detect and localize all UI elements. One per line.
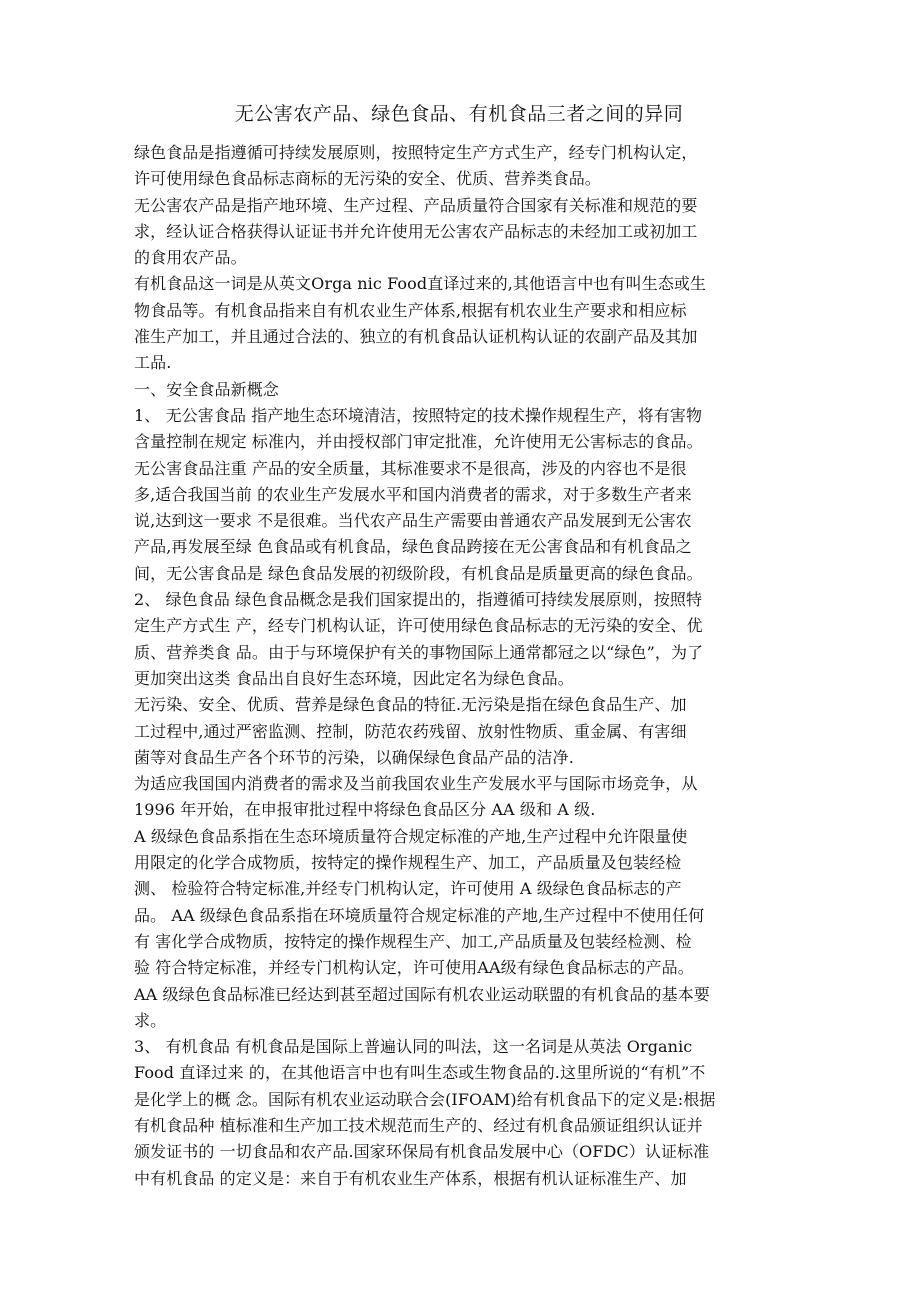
text-line: Food 直译过来 的，在其他语言中也有叫生态或生物食品的.这里所说的“有机”不 bbox=[134, 1063, 706, 1083]
text-line: 间，无公害食品是 绿色食品发展的初级阶段，有机食品是质量更高的绿色食品。 bbox=[134, 563, 703, 583]
text-line: 的食用农产品。 bbox=[134, 248, 247, 268]
text-line: 为适应我国国内消费者的需求及当前我国农业生产发展水平与国际市场竞争，从 bbox=[134, 774, 698, 794]
text-line: 质、营养类食 品。由于与环境保护有关的事物国际上通常都冠之以“绿色”，为了 bbox=[134, 642, 704, 662]
text-line: 工过程中,通过严密监测、控制，防范农药残留、放射性物质、重金属、有害细 bbox=[134, 721, 687, 741]
text-line: A 级绿色食品系指在生态环境质量符合规定标准的产地,生产过程中允许限量使 bbox=[134, 826, 688, 846]
document-body bbox=[134, 140, 794, 1192]
text-line: 求，经认证合格获得认证证书并允许使用无公害农产品标志的未经加工或初加工 bbox=[134, 221, 698, 241]
text-line: 中有机食品 的定义是：来自于有机农业生产体系，根据有机认证标准生产、加 bbox=[134, 1168, 687, 1188]
text-line: 许可使用绿色食品标志商标的无污染的安全、优质、营养类食品。 bbox=[134, 169, 601, 189]
text-line: 菌等对食品生产各个环节的污染，以确保绿色食品产品的洁净. bbox=[134, 747, 574, 767]
text-line: 验 符合特定标准，并经专门机构认定，许可使用AA级有绿色食品标志的产品。 bbox=[134, 958, 694, 978]
text-line: AA 级绿色食品标准已经达到甚至超过国际有机农业运动联盟的有机食品的基本要 bbox=[134, 984, 710, 1004]
text-line: 无污染、安全、优质、营养是绿色食品的特征.无污染是指在绿色食品生产、加 bbox=[134, 695, 687, 715]
document-title: 无公害农产品、绿色食品、有机食品三者之间的异同 bbox=[234, 103, 684, 125]
text-line: 含量控制在规定 标准内，并由授权部门审定批准，允许使用无公害标志的食品。 bbox=[134, 432, 703, 452]
section-heading: 一、安全食品新概念 bbox=[134, 379, 279, 399]
text-line: 更加突出这类 食品出自良好生态环境，因此定名为绿色食品。 bbox=[134, 668, 574, 688]
text-line: 3、 有机食品 有机食品是国际上普遍认同的叫法，这一名词是从英法 Organic bbox=[134, 1037, 693, 1057]
text-line: 定生产方式生 产，经专门机构认证，许可使用绿色食品标志的无污染的安全、优 bbox=[134, 616, 703, 636]
text-line: 绿色食品是指遵循可持续发展原则，按照特定生产方式生产，经专门机构认定， bbox=[134, 143, 698, 162]
text-line: 多,适合我国当前 的农业生产发展水平和国内消费者的需求，对于多数生产者来 bbox=[134, 484, 692, 504]
text-line: 无公害食品注重 产品的安全质量，其标准要求不是很高，涉及的内容也不是很 bbox=[134, 458, 687, 478]
text-line: 有机食品种 植标准和生产加工技术规范而生产的、经过有机食品颁证组织认证并 bbox=[134, 1115, 703, 1135]
text-line: 用限定的化学合成物质，按特定的操作规程生产、加工，产品质量及包装经检 bbox=[134, 853, 682, 873]
text-line: 说,达到这一要求 不是很难。当代农产品生产需要由普通农产品发展到无公害农 bbox=[134, 511, 692, 531]
text-line: 工品. bbox=[134, 353, 172, 373]
text-line: 2、 绿色食品 绿色食品概念是我们国家提出的，指遵循可持续发展原则，按照特 bbox=[134, 590, 703, 610]
text-line: 1、 无公害食品 指产地生态环境清洁，按照特定的技术操作规程生产，将有害物 bbox=[134, 405, 703, 425]
text-line: 测、 检验符合特定标准,并经专门机构认定，许可使用 A 级绿色食品标志的产 bbox=[134, 879, 682, 899]
text-line: 求。 bbox=[134, 1010, 167, 1030]
text-line: 有机食品这一词是从英文Orga nic Food直译过来的,其他语言中也有叫生态或生 bbox=[134, 274, 707, 294]
text-line: 颁发证书的 一切食品和农产品.国家环保局有机食品发展中心（OFDC）认证标准 bbox=[134, 1142, 710, 1162]
text-line: 品。 AA 级绿色食品系指在环境质量符合规定标准的产地,生产过程中不使用任何 bbox=[134, 905, 705, 925]
text-line: 无公害农产品是指产地环境、生产过程、产品质量符合国家有关标准和规范的要 bbox=[134, 195, 698, 215]
text-line: 1996 年开始，在申报审批过程中将绿色食品区分 AA 级和 A 级. bbox=[134, 800, 596, 820]
text-line: 是化学上的概 念。国际有机农业运动联合会(IFOAM)给有机食品下的定义是:根据 bbox=[134, 1089, 716, 1109]
text-line: 产品,再发展至绿 色食品或有机食品，绿色食品跨接在无公害食品和有机食品之 bbox=[134, 537, 692, 557]
text-line: 准生产加工，并且通过合法的、独立的有机食品认证机构认证的农副产品及其加 bbox=[134, 327, 698, 347]
text-line: 有 害化学合成物质，按特定的操作规程生产、加工,产品质量及包装经检测、检 bbox=[134, 931, 692, 951]
text-line: 物食品等。有机食品指来自有机农业生产体系,根据有机农业生产要求和相应标 bbox=[134, 300, 687, 320]
